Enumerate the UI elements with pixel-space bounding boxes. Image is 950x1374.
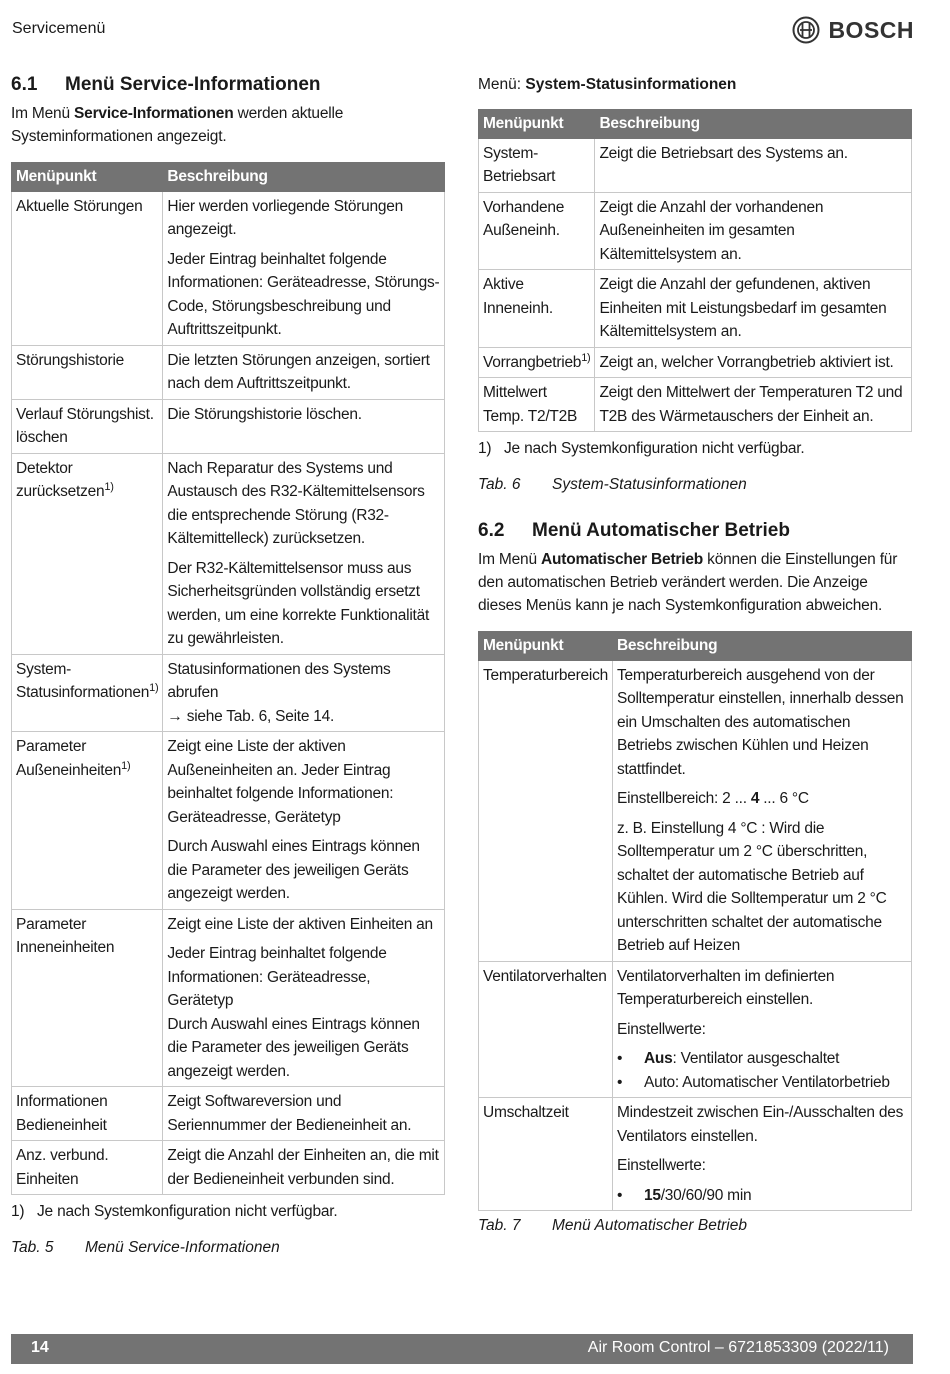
- footnote-text: Je nach Systemkonfiguration nicht verfügbar.: [37, 1203, 338, 1220]
- description-text: Hier werden vorliegende Störungen angezeigt.: [167, 197, 403, 238]
- description-cell: [163, 732, 445, 910]
- menu-item-label: Temperaturbereich: [483, 666, 608, 684]
- table-row: [479, 347, 912, 378]
- menu-item-cell: [12, 453, 163, 654]
- column-header: Beschreibung: [595, 110, 912, 139]
- setting-options-list: [617, 1047, 907, 1094]
- setting-options-list: [617, 1184, 907, 1208]
- footnote-marker: 1): [104, 480, 114, 493]
- brand-logo: [792, 16, 914, 44]
- description-cell: [612, 660, 911, 961]
- table-row: [12, 453, 445, 654]
- section-heading: [11, 72, 445, 98]
- menu-item-cell: [12, 909, 163, 1087]
- menu-item-cell: [479, 378, 595, 432]
- description-cell: [163, 1087, 445, 1141]
- description-cell: [163, 345, 445, 399]
- table-row: [479, 660, 912, 961]
- menu-item-cell: [12, 191, 163, 345]
- menu-item-label: Parameter Inneneinheiten: [16, 915, 115, 956]
- page-number: 14: [31, 1339, 49, 1356]
- table-row: [479, 270, 912, 348]
- menu-item-label: Informationen Bedieneinheit: [16, 1093, 108, 1134]
- setting-values-label: Einstellwerte:: [616, 1020, 706, 1038]
- description-text: z. B. Einstellung 4 °C : Wird die Solltemperatur um 2 °C überschritten, schaltet der automatische Betrieb auf Kühlen. Wird die Solltemperatur um 2 °C unterschritten schaltet der automatische Betrieb auf Heizen: [616, 819, 887, 954]
- menu-item-cell: [12, 1141, 163, 1195]
- section-title: Menü Automatischer Betrieb: [532, 520, 790, 541]
- caption-text: Menü Service-Informationen: [85, 1239, 280, 1256]
- submenu-name: System-Statusinformationen: [525, 76, 737, 93]
- table-row: [12, 399, 445, 453]
- brand-name: BOSCH: [828, 16, 914, 43]
- default-value: 15: [643, 1186, 661, 1204]
- menu-item-cell: [12, 1087, 163, 1141]
- menu-item-cell: [479, 347, 595, 378]
- menu-item-label: System-Betriebsart: [483, 144, 556, 185]
- footnote-marker: 1): [149, 681, 159, 694]
- column-header: Menüpunkt: [12, 163, 163, 192]
- menu-item-label: Mittelwert Temp. T2/T2B: [483, 384, 578, 425]
- description-text: Mindestzeit zwischen Ein-/Ausschalten des Ventilators einstellen.: [616, 1104, 904, 1145]
- footnote-number: 1): [478, 440, 492, 457]
- description-text: Die Störungshistorie löschen.: [167, 405, 362, 423]
- section-number: 6.1: [11, 74, 38, 95]
- menu-item-cell: [479, 1098, 613, 1211]
- column-header: Beschreibung: [612, 632, 911, 661]
- menu-item-cell: [479, 660, 613, 961]
- left-column: [11, 72, 445, 1257]
- footnote-marker: 1): [121, 759, 131, 772]
- menu-item-label: Ventilatorverhalten: [483, 967, 607, 985]
- menu-item-label: Vorhandene Außeneinh.: [483, 198, 565, 239]
- description-cell: [163, 1141, 445, 1195]
- description-cell: Zeigt den Mittelwert der Temperaturen T2 und T2B des Wärmetauschers der Einheit an.: [595, 378, 912, 432]
- description-cell: [163, 909, 445, 1087]
- caption-text: Menü Automatischer Betrieb: [552, 1217, 747, 1234]
- document-id: Air Room Control – 6721853309 (2022/11): [587, 1339, 889, 1356]
- table-caption: [11, 1239, 445, 1257]
- description-cell: Zeigt die Anzahl der gefundenen, aktiven Einheiten mit Leistungsbedarf im gesamten Kältemittelsystem an.: [595, 270, 912, 348]
- menu-item-cell: [479, 270, 595, 348]
- menu-item-cell: [479, 138, 595, 192]
- description-text: Durch Auswahl eines Eintrags können die Parameter des jeweiligen Geräts angezeigt werden.: [167, 838, 420, 902]
- table-row: [12, 345, 445, 399]
- automatic-operation-table: [478, 631, 912, 1211]
- table-caption: [478, 1217, 912, 1235]
- description-cell: [163, 453, 445, 654]
- cross-reference-link[interactable]: → siehe Tab. 6, Seite 14.: [167, 707, 335, 725]
- intro-menu-name: Automatischer Betrieb: [541, 551, 704, 568]
- table-row: [479, 1098, 912, 1211]
- caption-number: Tab. 7: [478, 1217, 521, 1234]
- description-text: Zeigt eine Liste der aktiven Außeneinheiten an. Jeder Eintrag beinhaltet folgende Informationen: Geräteadresse, Gerätetyp: [167, 738, 394, 826]
- intro-text: werden aktuelle Systeminformationen angezeigt.: [11, 105, 344, 145]
- description-text: Temperaturbereich ausgehend von der Solltemperatur einstellen, innerhalb dessen ein Umschalten des automatischen Betriebs zwischen Kühlen und Heizen stattfindet.: [616, 666, 904, 778]
- caption-number: Tab. 6: [478, 476, 521, 493]
- menu-item-label: Detektor zurücksetzen: [16, 459, 105, 500]
- table-row: [479, 961, 912, 1098]
- option-text: Auto: Automatischer Ventilatorbetrieb: [643, 1073, 890, 1091]
- page-header-section: Servicemenü: [12, 20, 106, 37]
- description-text: Statusinformationen des Systems abrufen: [167, 660, 391, 701]
- description-cell: Zeigt die Anzahl der vorhandenen Außeneinheiten im gesamten Kältemittelsystem an.: [595, 192, 912, 270]
- table-row: [479, 378, 912, 432]
- section-title: Menü Service-Informationen: [65, 74, 321, 95]
- menu-item-label: Aktuelle Störungen: [16, 197, 143, 215]
- menu-item-cell: [12, 345, 163, 399]
- range-text: ... 6 °C: [759, 790, 809, 807]
- menu-item-label: Anz. verbund. Einheiten: [16, 1147, 109, 1188]
- table-row: [12, 191, 445, 345]
- description-cell: [612, 961, 911, 1098]
- list-item: [617, 1184, 907, 1208]
- menu-item-label: Störungshistorie: [16, 351, 125, 369]
- intro-text: Im Menü: [11, 105, 75, 122]
- description-cell: [163, 654, 445, 732]
- setting-range: [617, 787, 907, 811]
- description-text: Der R32-Kältemittelsensor muss aus Sicherheitsgründen vollständig ersetzt werden, um eine korrekte Funktionalität zu gewährleisten.: [167, 559, 430, 647]
- description-text: Nach Reparatur des Systems und Austausch des R32-Kältemittelsensors die entsprechende Störung (R32-Kältemittelleck) zurücksetzen.: [167, 459, 425, 547]
- option-text: : Ventilator ausgeschaltet: [672, 1050, 840, 1067]
- submenu-label: [478, 72, 912, 98]
- table-row: [12, 1087, 445, 1141]
- right-column: [478, 72, 912, 1235]
- section-intro: [11, 102, 445, 148]
- table-row: [12, 654, 445, 732]
- table-row: [479, 192, 912, 270]
- section-number: 6.2: [478, 520, 505, 541]
- menu-item-label: Umschaltzeit: [483, 1104, 569, 1121]
- column-header: Menüpunkt: [479, 632, 613, 661]
- column-header: Beschreibung: [163, 163, 445, 192]
- description-cell: [163, 191, 445, 345]
- setting-values-label: Einstellwerte:: [616, 1157, 706, 1174]
- range-text: Einstellbereich: 2 ...: [616, 790, 751, 807]
- description-text: Durch Auswahl eines Eintrags können die Parameter des jeweiligen Geräts angezeigt werden.: [167, 1015, 420, 1080]
- system-status-table: [478, 109, 912, 432]
- description-cell: [612, 1098, 911, 1211]
- table-footnote: [478, 440, 912, 458]
- submenu-label-prefix: Menü:: [478, 76, 526, 93]
- section-intro: [478, 548, 912, 617]
- caption-text: System-Statusinformationen: [552, 476, 747, 493]
- default-value: Aus: [643, 1050, 673, 1067]
- menu-item-label: System-Statusinformationen: [16, 660, 150, 701]
- description-cell: [163, 399, 445, 453]
- table-row: [12, 909, 445, 1087]
- list-item: [617, 1047, 907, 1071]
- table-caption: [478, 476, 912, 494]
- menu-item-cell: [12, 399, 163, 453]
- intro-menu-name: Service-Informationen: [74, 105, 234, 122]
- description-cell: Zeigt die Betriebsart des Systems an.: [595, 138, 912, 192]
- menu-item-label: Parameter Außeneinheiten: [16, 738, 122, 779]
- table-header-row: [479, 632, 912, 661]
- menu-item-label: Verlauf Störungshist. löschen: [16, 405, 154, 446]
- intro-text: können die Einstellungen für den automatischen Betrieb verändert werden. Die Anzeige dieses Menüs kann je nach Systemkonfiguration abweichen.: [478, 551, 898, 614]
- service-info-table: [11, 162, 445, 1195]
- table-footnote: [11, 1203, 445, 1221]
- description-text: Die letzten Störungen anzeigen, sortiert nach dem Auftrittszeitpunkt.: [167, 351, 430, 392]
- table-header-row: [12, 163, 445, 192]
- list-item: [617, 1071, 907, 1095]
- footnote-text: Je nach Systemkonfiguration nicht verfügbar.: [504, 440, 805, 457]
- menu-item-cell: [479, 192, 595, 270]
- description-text: Zeigt die Anzahl der Einheiten an, die mit der Bedieneinheit verbunden sind.: [167, 1147, 439, 1188]
- description-text: Ventilatorverhalten im definierten Temperaturbereich einstellen.: [616, 967, 835, 1008]
- default-value: 4: [750, 790, 760, 807]
- menu-item-cell: [12, 654, 163, 732]
- table-header-row: [479, 110, 912, 139]
- table-row: [479, 138, 912, 192]
- footnote-number: 1): [11, 1203, 25, 1220]
- description-text: Zeigt Softwareversion und Seriennummer der Bedieneinheit an.: [167, 1093, 412, 1134]
- section-heading: [478, 518, 912, 544]
- description-text: Zeigt eine Liste der aktiven Einheiten an: [167, 915, 433, 933]
- intro-text: Im Menü: [478, 551, 542, 568]
- caption-number: Tab. 5: [11, 1239, 54, 1256]
- table-row: [12, 1141, 445, 1195]
- bosch-armature-icon: [792, 16, 820, 44]
- menu-item-cell: [12, 732, 163, 910]
- column-header: Menüpunkt: [479, 110, 595, 139]
- description-text: Jeder Eintrag beinhaltet folgende Informationen: Geräteadresse, Störungs-Code, Störungsbeschreibung und Auftrittszeitpunkt.: [167, 250, 440, 338]
- menu-item-cell: [479, 961, 613, 1098]
- option-text: /30/60/90 min: [660, 1186, 752, 1204]
- footnote-marker: 1): [581, 351, 591, 364]
- table-row: [12, 732, 445, 910]
- menu-item-label: Aktive Inneneinh.: [483, 276, 553, 317]
- menu-item-label: Vorrangbetrieb: [483, 353, 582, 371]
- description-cell: Zeigt an, welcher Vorrangbetrieb aktiviert ist.: [595, 347, 912, 378]
- page-footer: [11, 1334, 913, 1364]
- description-text: Jeder Eintrag beinhaltet folgende Informationen: Geräteadresse, Gerätetyp: [167, 945, 387, 1009]
